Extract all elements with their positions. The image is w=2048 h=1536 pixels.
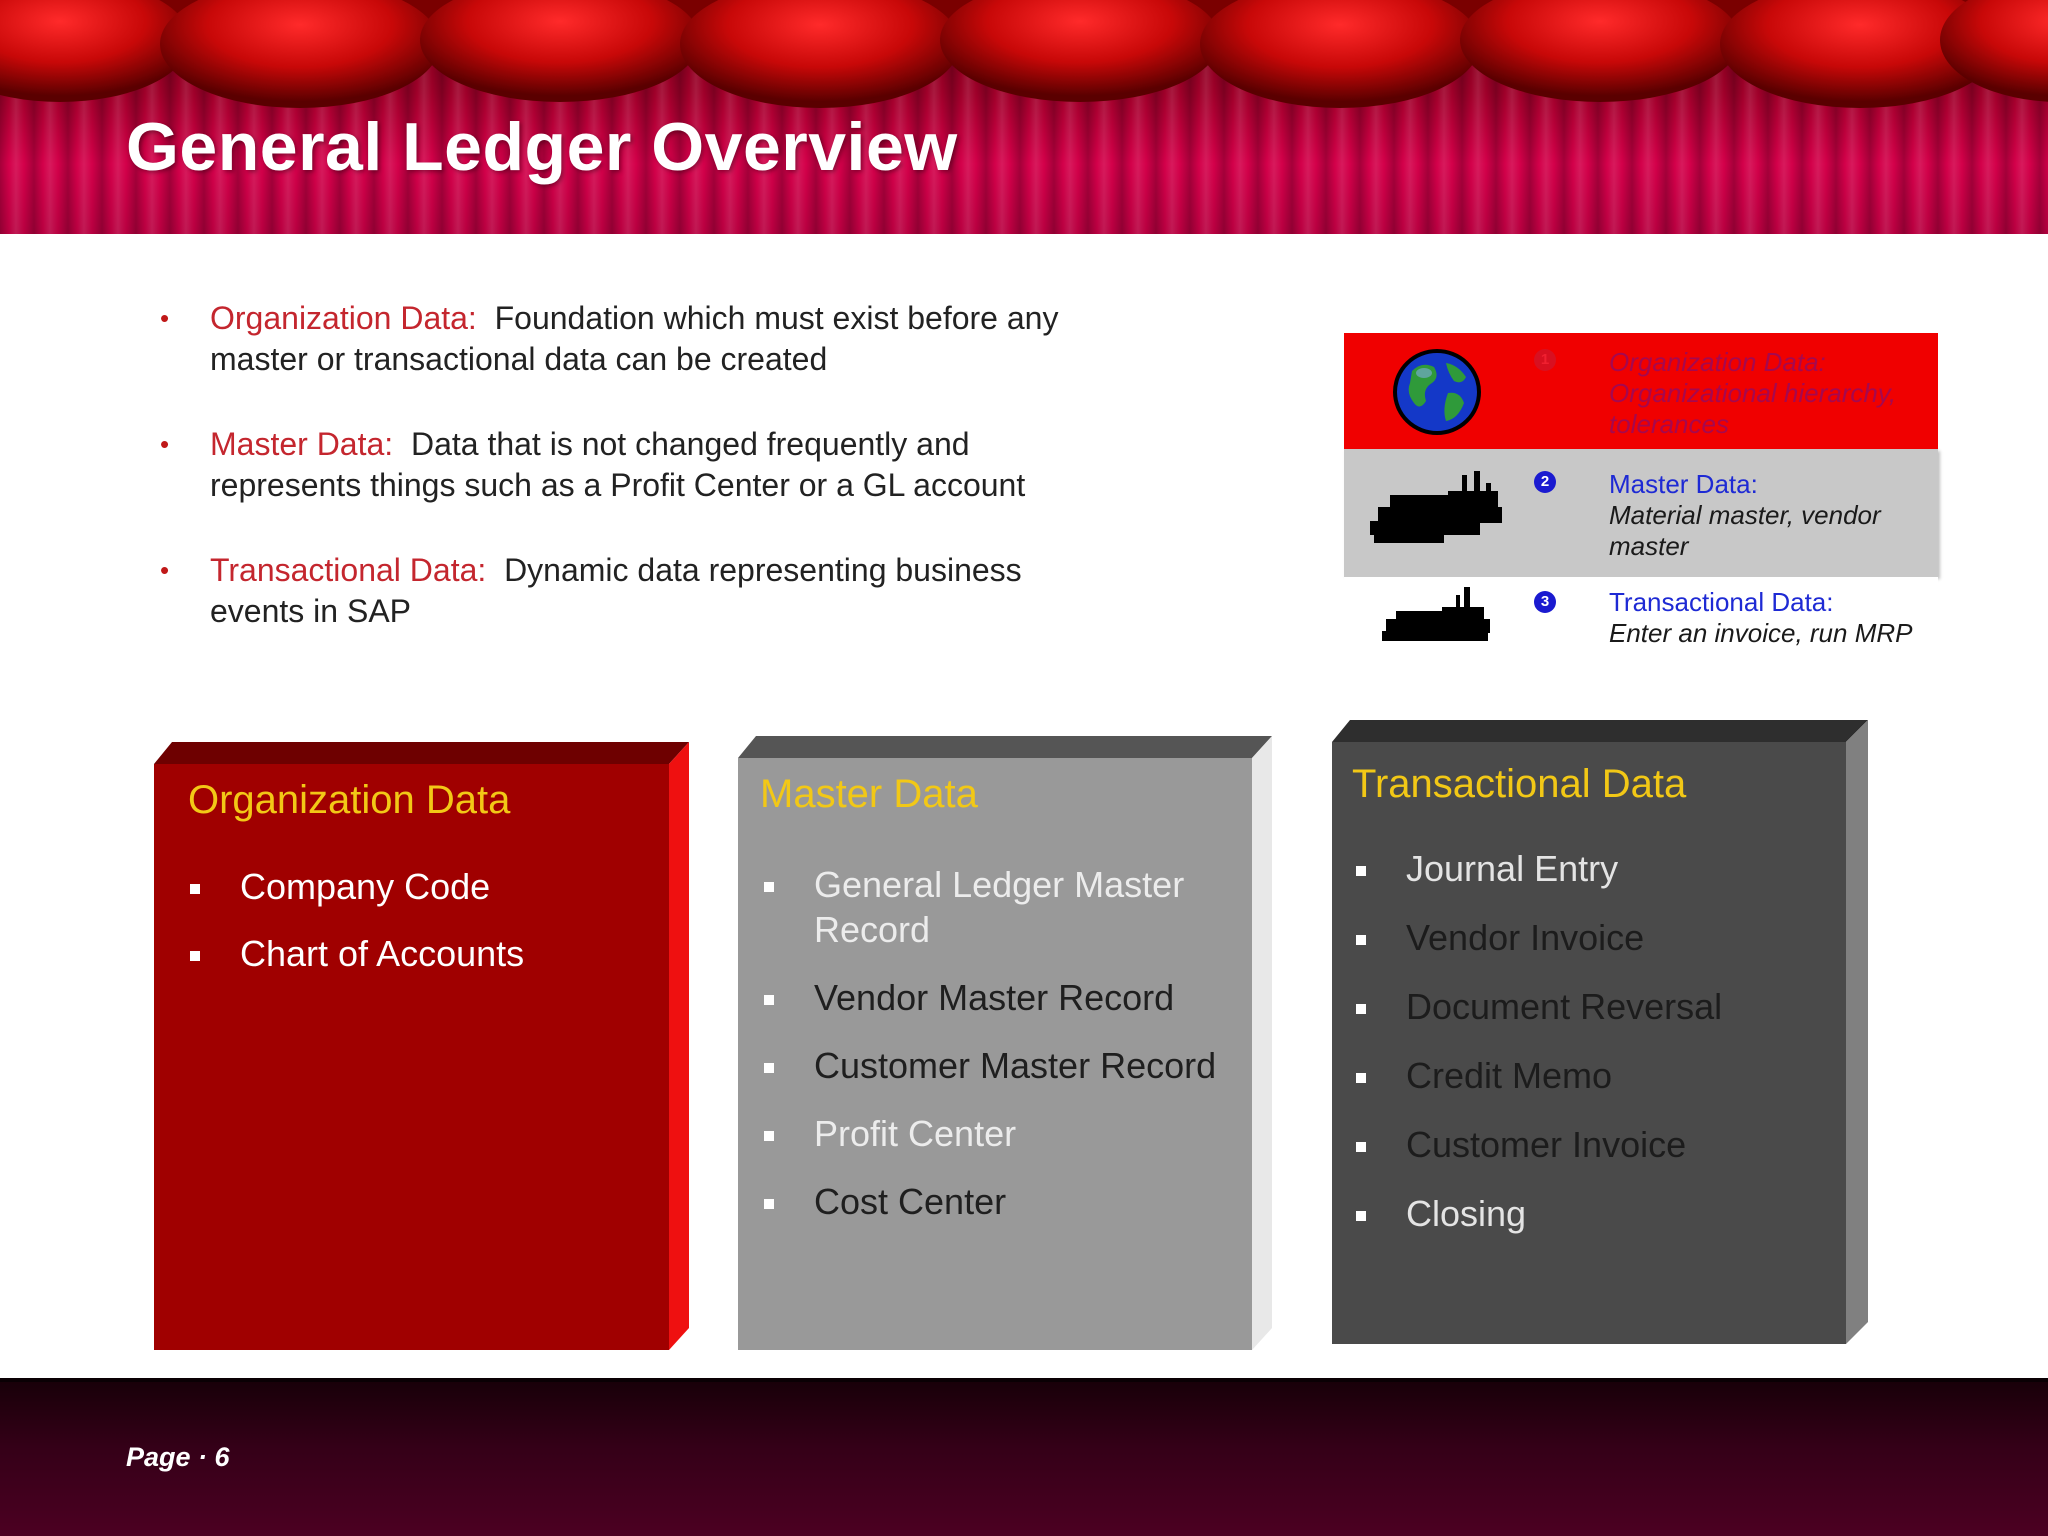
legend-row-organization [1344,333,1938,449]
legend-number-badge: 2 [1534,471,1556,493]
legend-desc: Organizational hierarchy, tolerances [1609,378,1897,439]
list-item-label: Chart of Accounts [240,933,525,974]
legend-text [1609,347,1938,440]
square-bullet-icon [1356,1211,1366,1221]
square-bullet-icon [1356,866,1366,876]
square-bullet-icon [190,884,200,894]
list-item [1354,1191,1722,1236]
definition-bullets [158,298,1098,632]
bullet-text: Data that is not changed frequently and represents things such as a Profit Center or a GL account [210,426,1026,503]
list-item-label: Customer Master Record [814,1045,1217,1086]
legend-title: Organization Data: [1609,347,1826,377]
list-item [762,1179,1222,1224]
square-bullet-icon [1356,1004,1366,1014]
box-title: Organization Data [188,778,511,822]
legend-row-transactional [1344,577,1938,689]
square-bullet-icon [764,882,774,892]
transactional-data-box [1332,720,1868,1344]
box-front-face [154,764,669,1350]
legend-text [1609,587,1912,649]
slide-footer [0,1378,2048,1536]
list-item [1354,915,1722,960]
factory-small-icon [1382,587,1492,645]
legend-desc: Enter an invoice, run MRP [1609,618,1913,648]
list-item-label: General Ledger Master Record [814,864,1185,950]
legend-title: Master Data: [1609,469,1758,499]
square-bullet-icon [1356,1142,1366,1152]
list-item [188,931,524,976]
bullet-dot-icon: • [160,555,170,585]
list-item-label: Customer Invoice [1406,1124,1687,1165]
list-item-label: Document Reversal [1406,986,1723,1027]
legend-title: Transactional Data: [1609,587,1834,617]
list-item-label: Journal Entry [1406,848,1619,889]
footer-divider [0,1378,2048,1382]
bullet-text: Dynamic data representing business events in SAP [210,552,1022,629]
legend-text [1609,469,1938,562]
box-side-face [669,742,689,1350]
list-item-label: Credit Memo [1406,1055,1613,1096]
list-item [1354,1053,1722,1098]
curtain-swags [0,0,2048,118]
list-item-label: Company Code [240,866,491,907]
list-item-label: Vendor Master Record [814,977,1175,1018]
organization-data-box [154,742,689,1350]
list-item-label: Cost Center [814,1181,1007,1222]
square-bullet-icon [764,995,774,1005]
list-item [762,862,1222,952]
list-item-label: Profit Center [814,1113,1017,1154]
globe-icon [1392,349,1482,435]
box-top-face [154,742,689,764]
bullet-dot-icon: • [160,303,170,333]
slide-title: General Ledger Overview [126,109,958,185]
page-number: Page · 6 [126,1442,230,1472]
list-item [188,864,524,909]
bullet-transactional [158,550,1098,632]
list-item [1354,984,1722,1029]
list-item-label: Vendor Invoice [1406,917,1645,958]
square-bullet-icon [1356,935,1366,945]
bullet-dot-icon: • [160,429,170,459]
list-item [762,1043,1222,1088]
master-data-box [738,736,1272,1350]
bullet-organization [158,298,1098,380]
box-title: Transactional Data [1352,762,1687,806]
box-item-list [188,864,524,998]
bullet-text: Foundation which must exist before any master or transactional data can be created [210,300,1059,377]
legend-row-master [1344,449,1938,577]
data-type-legend [1344,333,1938,689]
box-title: Master Data [760,772,978,816]
box-top-face [738,736,1272,758]
box-item-list [1354,846,1722,1260]
list-item [762,1111,1222,1156]
square-bullet-icon [764,1199,774,1209]
factory-icon [1370,471,1508,547]
list-item [1354,1122,1722,1167]
square-bullet-icon [764,1063,774,1073]
legend-number-badge: 1 [1534,349,1556,371]
square-bullet-icon [190,951,200,961]
bullet-term: Master Data: [210,426,394,462]
legend-number-badge: 3 [1534,591,1556,613]
square-bullet-icon [764,1131,774,1141]
list-item [762,975,1222,1020]
bullet-master [158,424,1098,506]
box-item-list [762,862,1222,1247]
list-item-label: Closing [1406,1193,1527,1234]
box-side-face [1252,736,1272,1350]
list-item [1354,846,1722,891]
legend-desc: Material master, vendor master [1609,500,1881,561]
bullet-term: Transactional Data: [210,552,487,588]
bullet-term: Organization Data: [210,300,477,336]
box-top-face [1332,720,1868,742]
slide-header [0,0,2048,234]
box-side-face [1846,720,1868,1344]
square-bullet-icon [1356,1073,1366,1083]
